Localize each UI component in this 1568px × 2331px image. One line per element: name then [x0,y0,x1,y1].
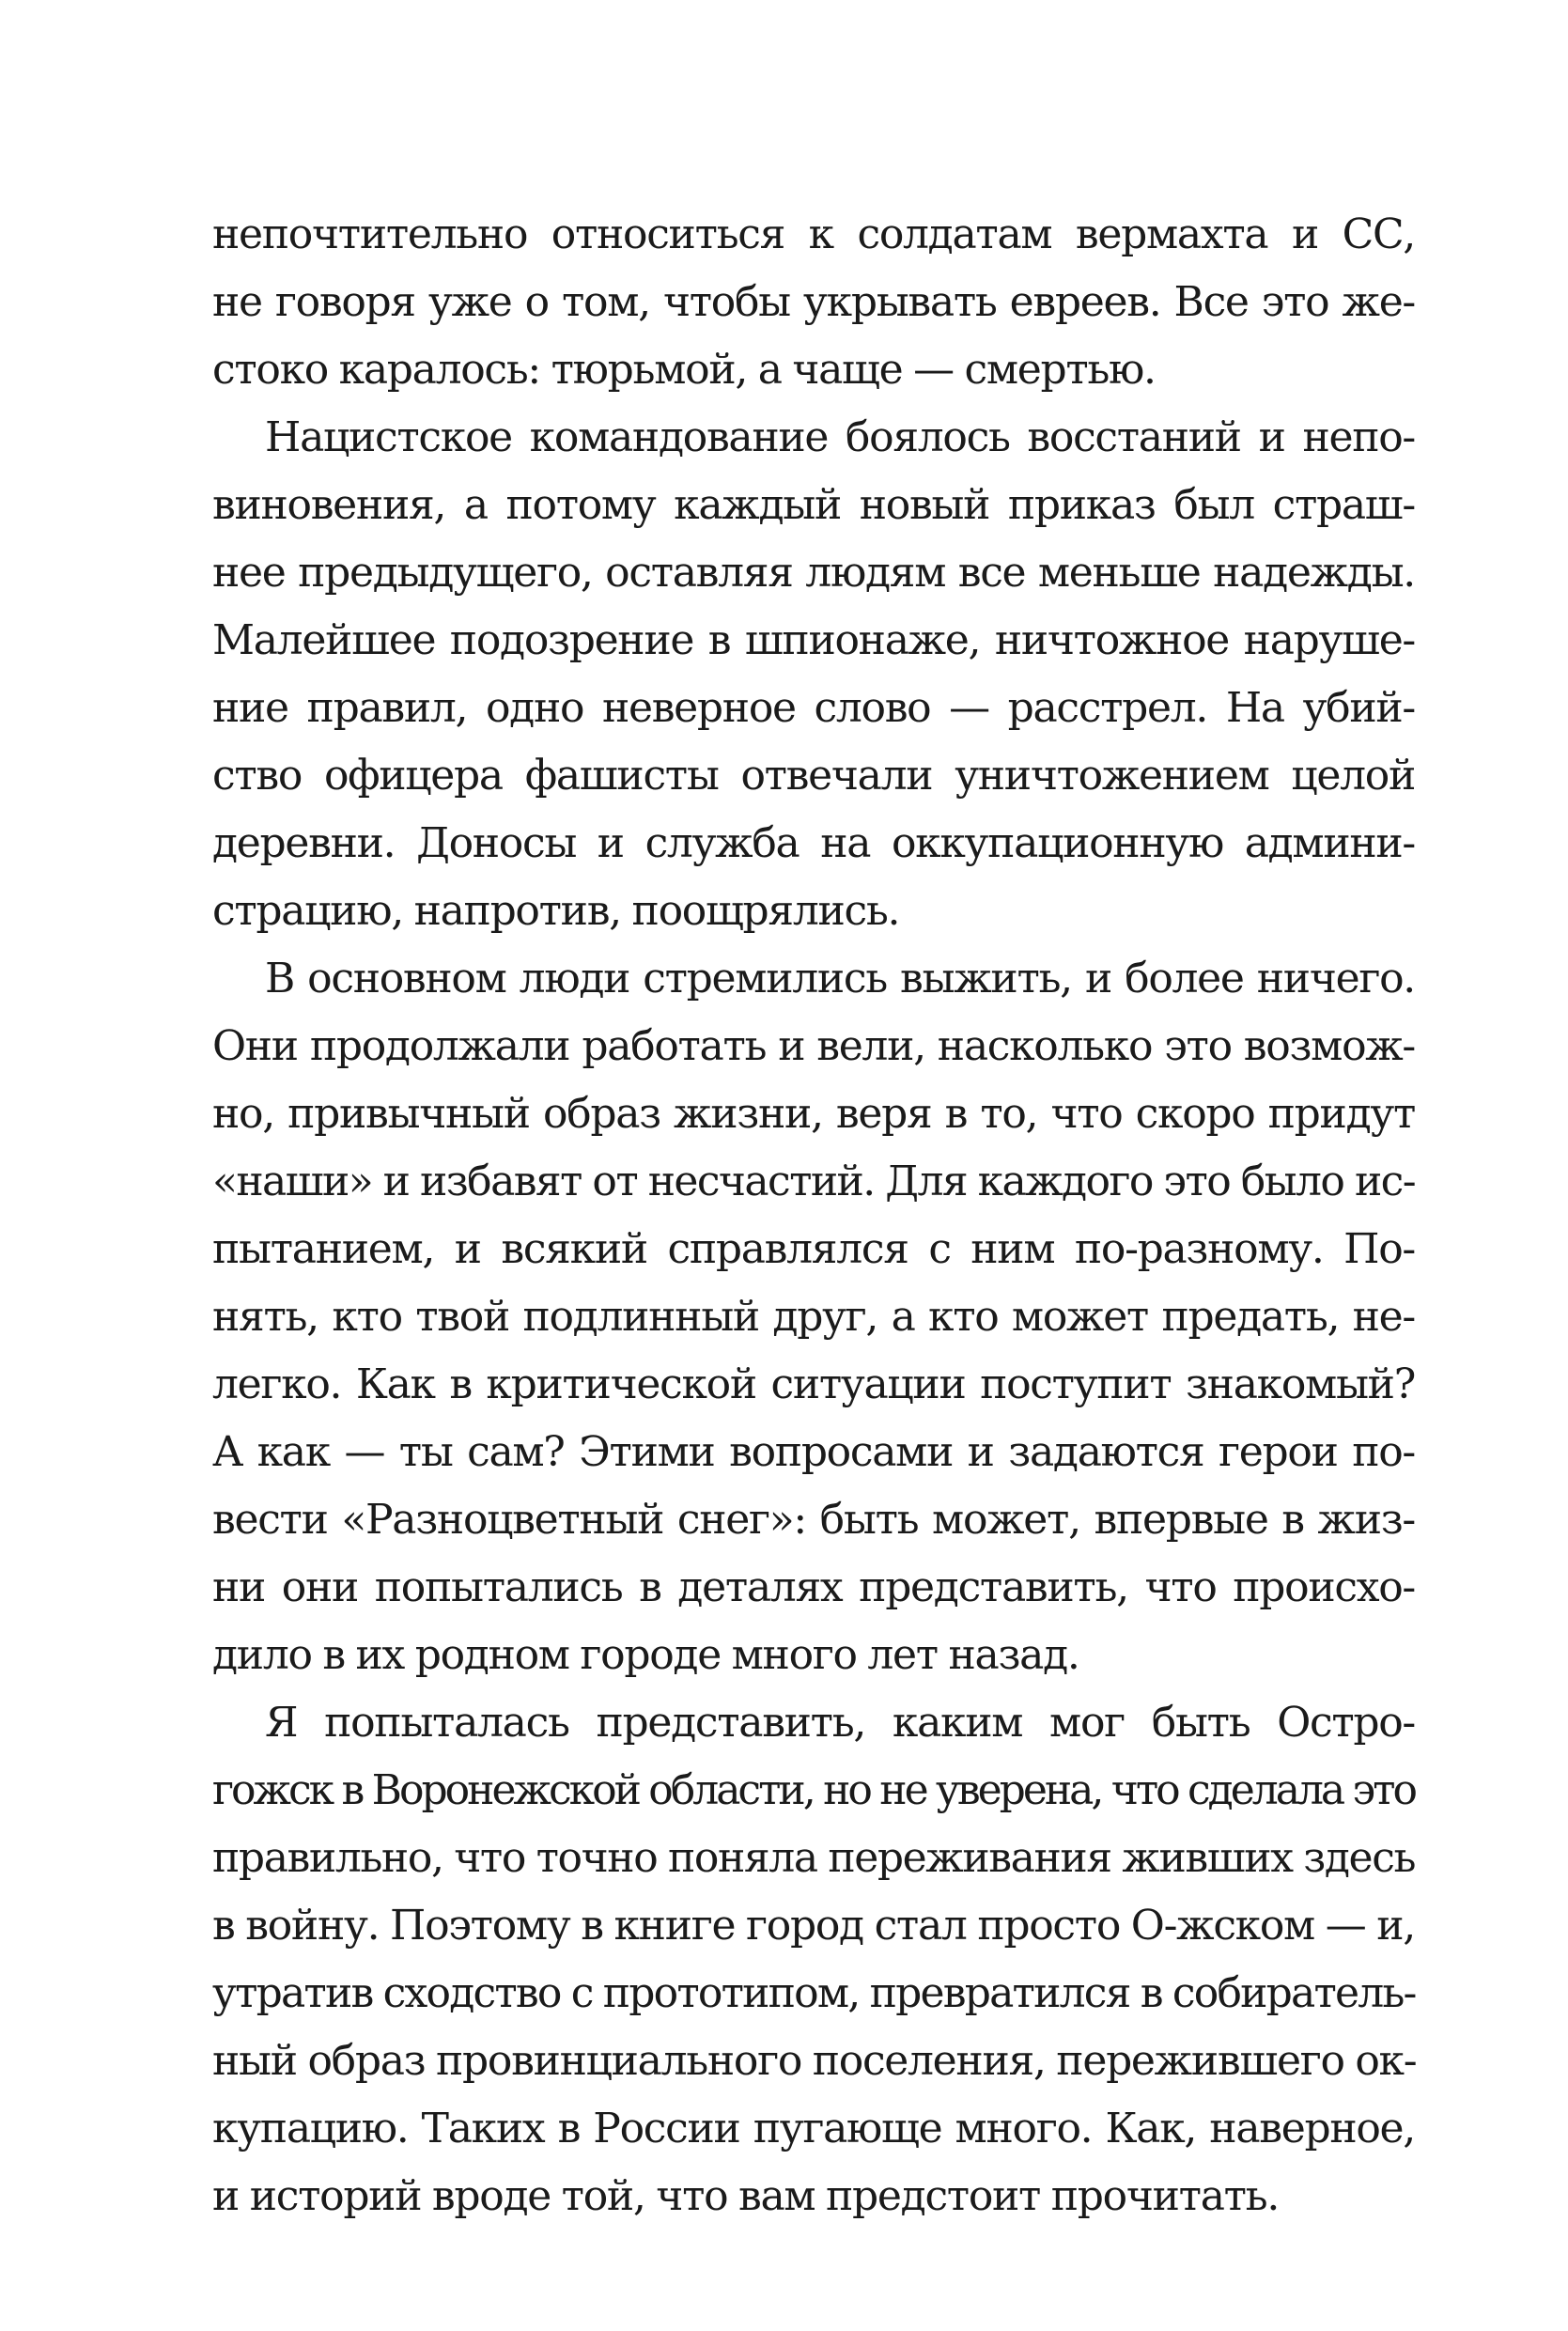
text-line: «наши» и избавят от несчастий. Для каждого это было ис- [212,1158,1415,1205]
text-line: но, привычный образ жизни, веря в то, что скоро придут [212,1090,1415,1138]
text-line: А как — ты сам? Этими вопросами и задаются герои по- [212,1428,1415,1476]
text-line: деревни. Доносы и служба на оккупационную админи- [212,819,1415,867]
text-line: не говоря уже о том, чтобы укрывать евреев. Все это же- [212,278,1415,326]
paragraph [212,1689,1415,2230]
paragraph [212,201,1415,404]
text-line: в войну. Поэтому в книге город стал просто О-жском — и, [212,1902,1415,1950]
text-line: утратив сходство с прототипом, превратился в собиратель- [212,1969,1416,2017]
text-line: Малейшее подозрение в шпионаже, ничтожное наруше- [212,616,1415,664]
text-line: правильно, что точно поняла переживания живших здесь [212,1834,1415,1882]
text-line: Они продолжали работать и вели, насколько это возмож- [212,1022,1415,1070]
text-line: В основном люди стремились выжить, и более ничего. [265,955,1415,1002]
text-line: ние правил, одно неверное слово — расстрел. На убий- [212,684,1415,732]
text-line: Нацистское командование боялось восстаний и непо- [265,413,1415,461]
text-line: ни они попытались в деталях представить, что происхо- [212,1563,1415,1611]
text-line: вести «Разноцветный снег»: быть может, впервые в жиз- [212,1496,1415,1544]
text-line: пытанием, и всякий справлялся с ним по-разному. По- [212,1225,1415,1273]
paragraph [212,404,1415,945]
text-line: стоко каралось: тюрьмой, а чаще — смертью. [212,346,1156,394]
text-line: нее предыдущего, оставляя людям все меньше надежды. [212,549,1415,597]
text-line: виновения, а потому каждый новый приказ был страш- [212,481,1415,529]
text-line: легко. Как в критической ситуации поступит знакомый? [212,1360,1415,1408]
text-line: Я попыталась представить, каким мог быть Остро- [265,1699,1415,1747]
text-line: купацию. Таких в России пугающе много. Как, наверное, [212,2105,1415,2152]
text-line: и историй вроде той, что вам предстоит прочитать. [212,2172,1280,2220]
text-line: гожск в Воронежской области, но не уверена, что сделала это [212,1766,1415,1814]
text-line: ство офицера фашисты отвечали уничтожением целой [212,752,1415,800]
text-line: ный образ провинциального поселения, пережившего ок- [212,2037,1417,2085]
text-line: страцию, напротив, поощрялись. [212,887,900,935]
text-line: дило в их родном городе много лет назад. [212,1631,1079,1679]
text-line: нять, кто твой подлинный друг, а кто может предать, не- [212,1293,1415,1341]
body-text [212,201,1415,2230]
text-line: непочтительно относиться к солдатам вермахта и СС, [212,210,1415,258]
paragraph [212,945,1415,1689]
